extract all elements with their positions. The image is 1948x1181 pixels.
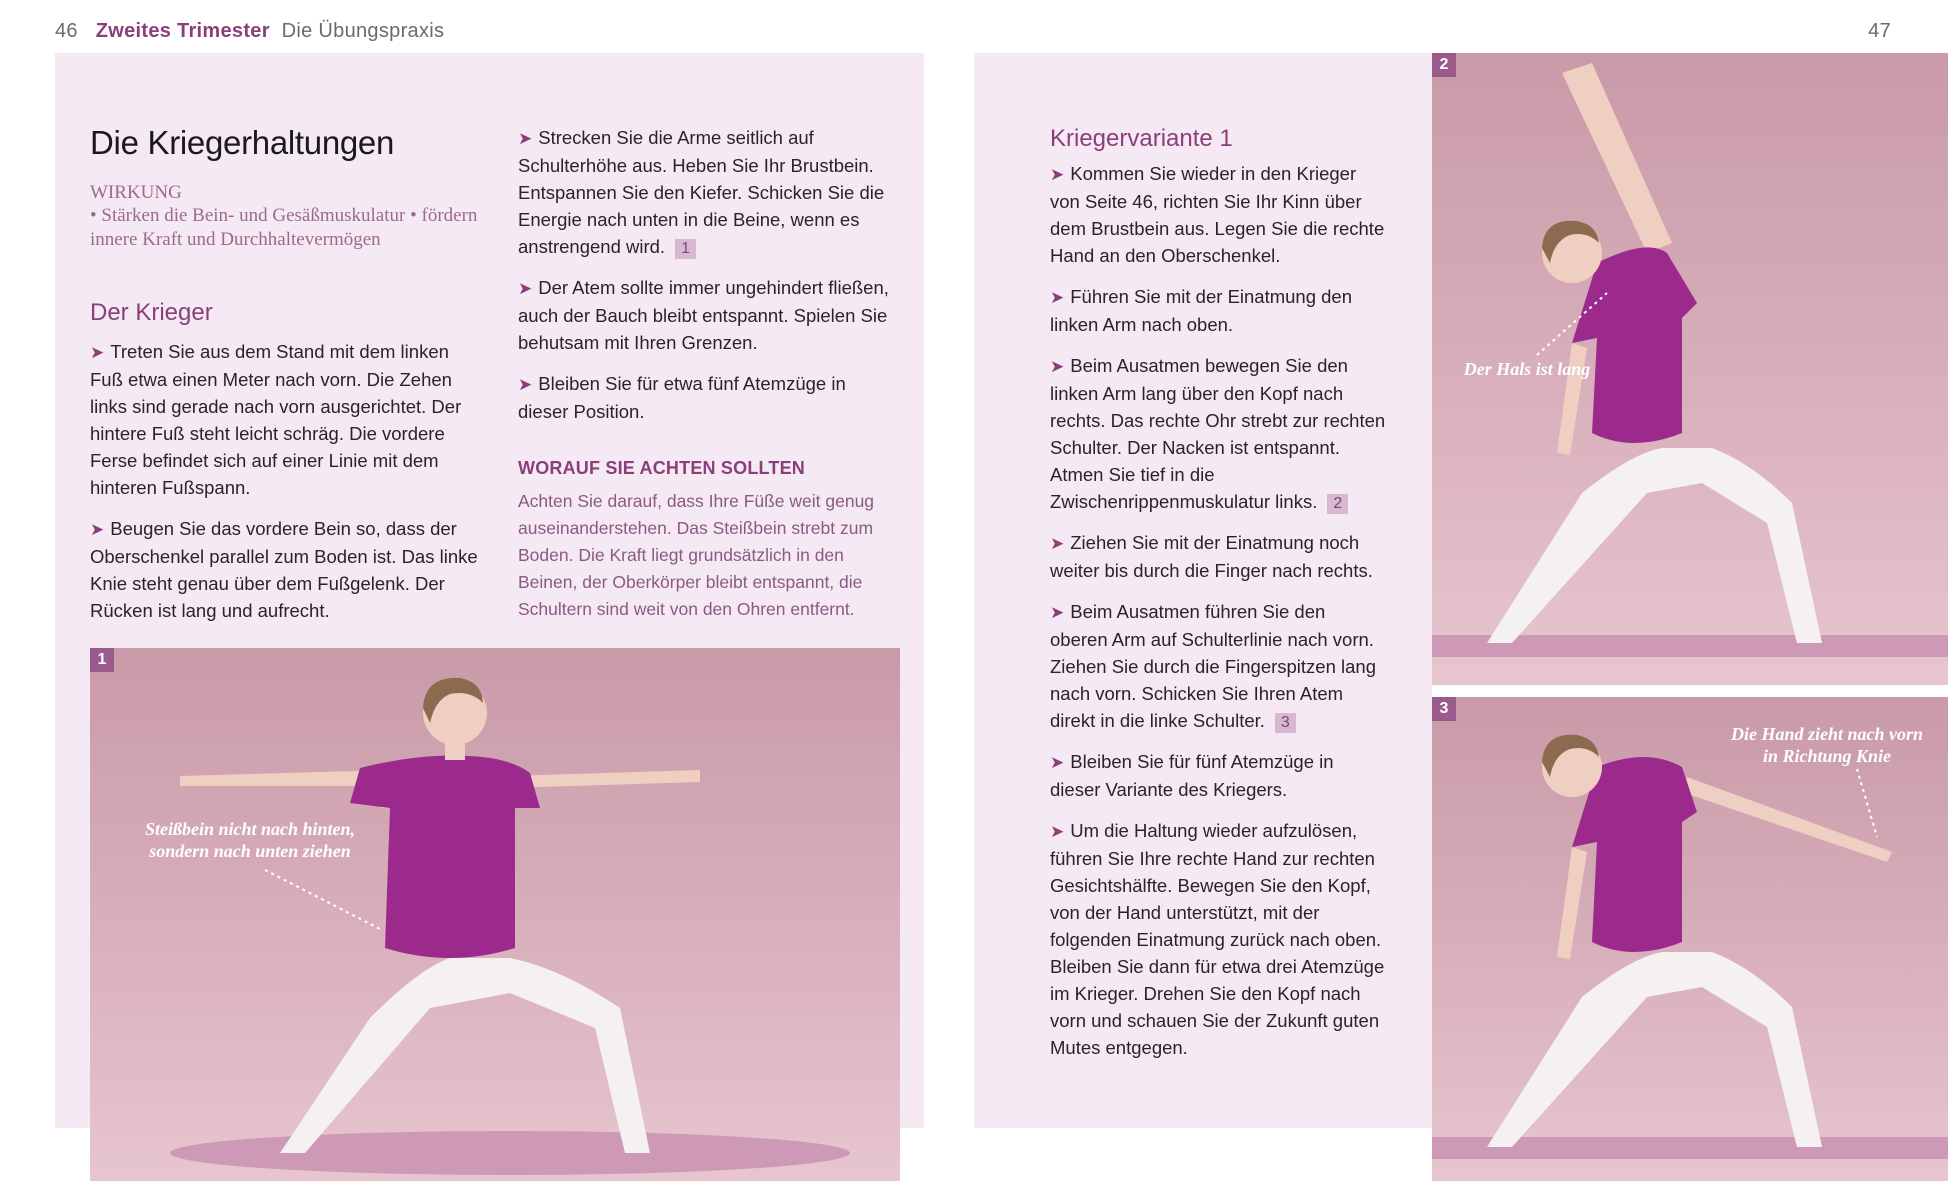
arrow-bullet-icon: ➤: [1050, 753, 1065, 772]
left-column-2: [518, 124, 900, 623]
caption-pointer-line: [90, 648, 900, 1181]
figure-ref-badge: 3: [1275, 713, 1296, 733]
figure-ref-badge: 1: [675, 239, 696, 259]
figure-number-badge: 3: [1432, 697, 1456, 721]
wirkung-label: WIRKUNG: [90, 182, 182, 203]
left-running-head: [55, 20, 444, 43]
note-heading: WORAUF SIE ACHTEN SOLLTEN: [518, 458, 805, 478]
arrow-bullet-icon: ➤: [1050, 288, 1065, 307]
section-title: Die Übungspraxis: [281, 20, 445, 42]
chapter-title: Zweites Trimester: [95, 20, 270, 42]
photo-warrior-pose: [90, 648, 900, 1181]
instruction-paragraph: ➤ Bleiben Sie für fünf Atemzüge in dieser Variante des Kriegers.: [1050, 751, 1334, 800]
instruction-paragraph: ➤ Bleiben Sie für etwa fünf Atemzüge in dieser Position.: [518, 373, 846, 422]
figure-ref-badge: 2: [1327, 494, 1348, 514]
wirkung-text: • Stärken die Bein- und Gesäßmuskulatur • fördern innere Kraft und Durchhaltevermögen: [90, 205, 478, 250]
right-column: [1050, 124, 1388, 1075]
section-heading-variante: Kriegervariante 1: [1050, 125, 1233, 152]
instruction-paragraph: ➤ Beim Ausatmen führen Sie den oberen Arm auf Schulterlinie nach vorn. Ziehen Sie durch die Fingerspitzen lang nach vorn. Schicken Sie Ihren Atem direkt in die linke Schulter. 3: [1050, 601, 1376, 731]
instruction-paragraph: ➤ Führen Sie mit der Einatmung den linken Arm nach oben.: [1050, 286, 1353, 335]
instruction-paragraph: ➤ Um die Haltung wieder aufzulösen, führen Sie Ihre rechte Hand zur rechten Gesichtshälfte. Bewegen Sie den Kopf, von der Hand unterstützt, mit der folgenden Einatmung zurück nach oben. Bleiben Sie dann für etwa drei Atemzüge im Krieger. Drehen Sie den Kopf nach vorn und schauen Sie der Zukunft guten Mutes entgegen.: [1050, 820, 1385, 1058]
right-page-number: 47: [1868, 20, 1891, 42]
left-column-1: [90, 122, 480, 638]
arrow-bullet-icon: ➤: [90, 343, 105, 362]
figure-number-badge: 1: [90, 648, 114, 672]
photo-caption: Steißbein nicht nach hinten, sondern nach unten ziehen: [144, 819, 356, 861]
arrow-bullet-icon: ➤: [1050, 165, 1065, 184]
instruction-paragraph: ➤ Ziehen Sie mit der Einatmung noch weiter bis durch die Finger nach rechts.: [1050, 532, 1373, 581]
arrow-bullet-icon: ➤: [1050, 534, 1065, 553]
arrow-bullet-icon: ➤: [90, 520, 105, 539]
arrow-bullet-icon: ➤: [518, 129, 533, 148]
photo-caption: Der Hals ist lang: [1463, 359, 1591, 379]
arrow-bullet-icon: ➤: [1050, 822, 1065, 841]
section-heading-krieger: Der Krieger: [90, 299, 213, 326]
page-title: Die Kriegerhaltungen: [90, 124, 395, 161]
arrow-bullet-icon: ➤: [518, 375, 533, 394]
instruction-paragraph: ➤ Der Atem sollte immer ungehindert fließen, auch der Bauch bleibt entspannt. Spielen Sie behutsam mit Ihren Grenzen.: [518, 277, 889, 353]
instruction-paragraph: ➤ Treten Sie aus dem Stand mit dem linken Fuß etwa einen Meter nach vorn. Die Zehen links sind gerade nach vorn ausgerichtet. Der hintere Fuß steht leicht schräg. Die vordere Ferse befindet sich auf einer Linie mit dem hinteren Fußspann.: [90, 341, 462, 498]
photo-warrior-variant-arm-up: [1432, 53, 1948, 685]
left-page-number: 46: [55, 20, 78, 42]
caption-pointer-line: [1432, 697, 1948, 1181]
arrow-bullet-icon: ➤: [518, 279, 533, 298]
figure-number-badge: 2: [1432, 53, 1456, 77]
arrow-bullet-icon: ➤: [1050, 603, 1065, 622]
photo-warrior-variant-arm-forward: [1432, 697, 1948, 1181]
arrow-bullet-icon: ➤: [1050, 357, 1065, 376]
instruction-paragraph: ➤ Beim Ausatmen bewegen Sie den linken Arm lang über den Kopf nach rechts. Das rechte Ohr strebt zur rechten Schulter. Der Nacken ist entspannt. Atmen Sie tief in die Zwischenrippenmuskulatur links. 2: [1050, 355, 1386, 512]
instruction-paragraph: ➤ Beugen Sie das vordere Bein so, dass der Oberschenkel parallel zum Boden ist. Das linke Knie steht genau über dem Fußgelenk. Der Rücken ist lang und aufrecht.: [90, 518, 478, 621]
note-text: Achten Sie darauf, dass Ihre Füße weit genug auseinanderstehen. Das Steißbein strebt zum Boden. Die Kraft liegt grundsätzlich in den Beinen, der Oberkörper bleibt entspannt, die Schultern sind weit von den Ohren entfernt.: [518, 491, 875, 619]
photo-caption: Die Hand zieht nach vorn in Richtung Knie: [1730, 724, 1924, 766]
instruction-paragraph: ➤ Kommen Sie wieder in den Krieger von Seite 46, richten Sie Ihr Kinn über dem Brustbein aus. Legen Sie die rechte Hand an den Oberschenkel.: [1050, 163, 1385, 266]
instruction-paragraph: ➤ Strecken Sie die Arme seitlich auf Schulterhöhe aus. Heben Sie Ihr Brustbein. Entspannen Sie den Kiefer. Schicken Sie die Energie nach unten in die Beine, wenn es anstrengend wird. 1: [518, 127, 885, 257]
caption-pointer-line: [1432, 53, 1948, 685]
